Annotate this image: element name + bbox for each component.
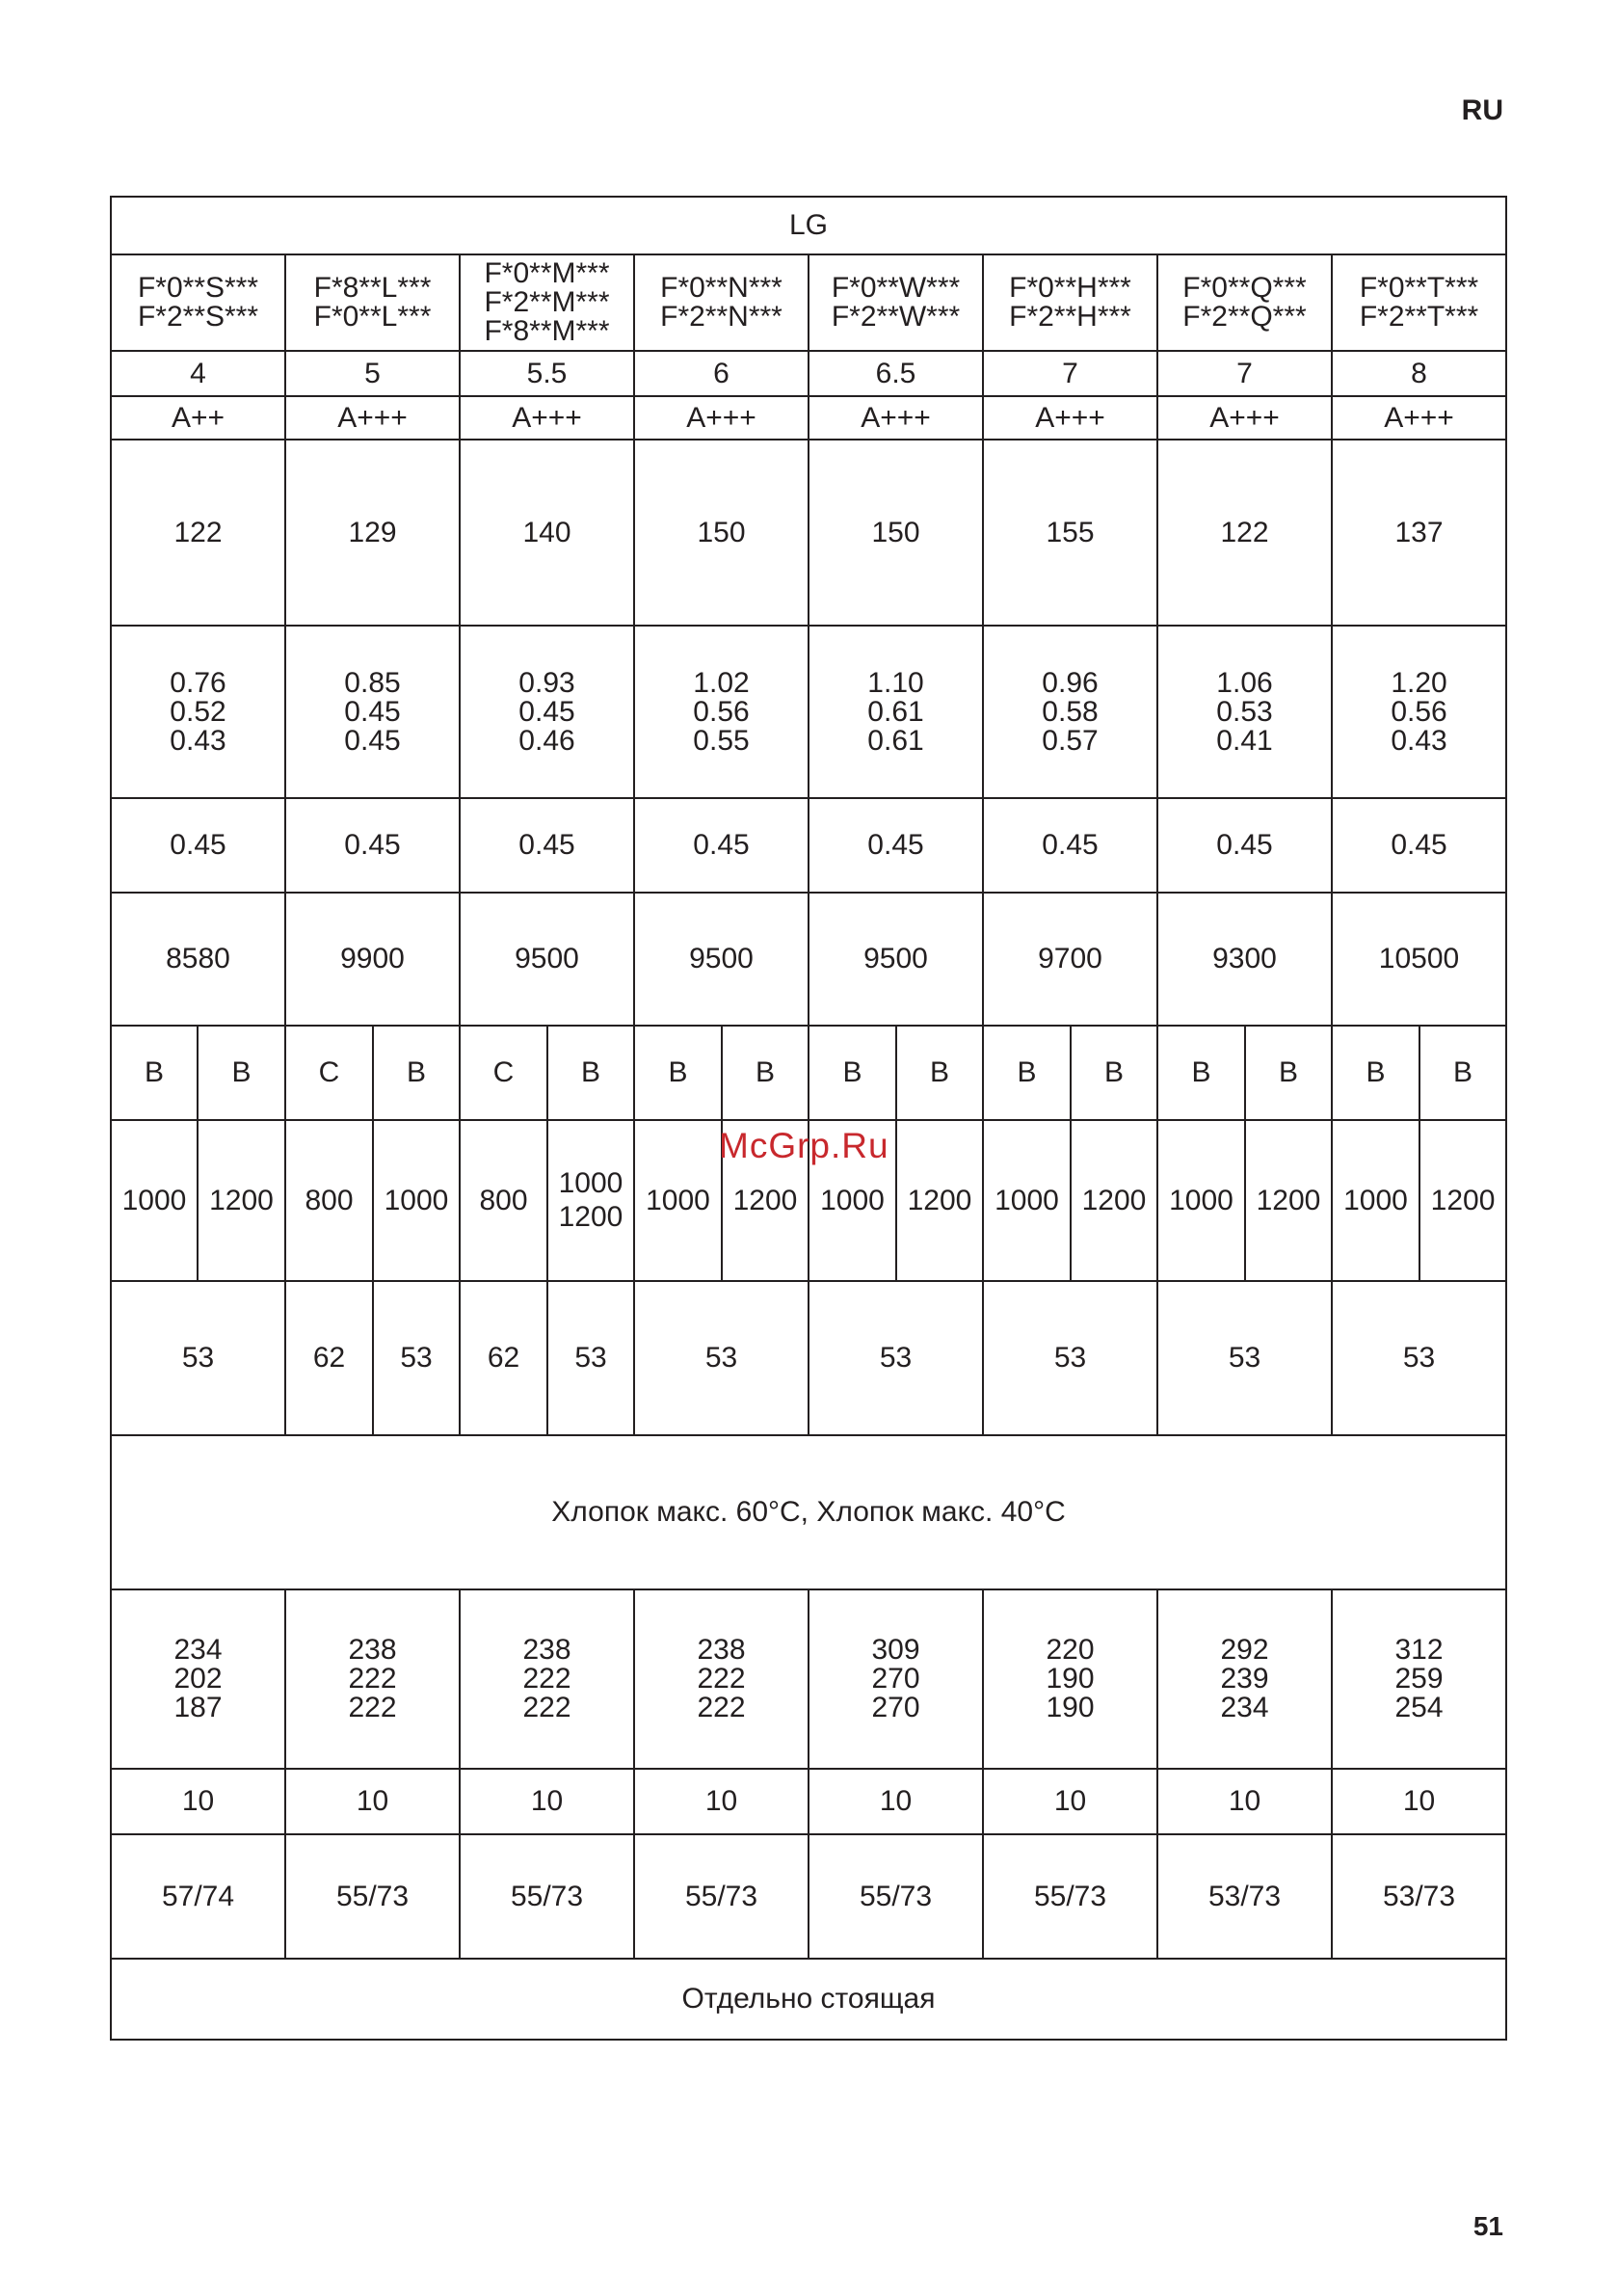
energy-per-cycle-cell: 1.10 0.61 0.61 — [809, 626, 983, 798]
spin-class-cell: C — [460, 1026, 547, 1120]
power-modes-row — [111, 798, 1506, 893]
spin-speed-cell: 800 — [285, 1120, 373, 1281]
model-cell: F*0**H*** F*2**H*** — [983, 254, 1157, 351]
energy-per-cycle-cell: 1.06 0.53 0.41 — [1157, 626, 1332, 798]
installation-cell: Отдельно стоящая — [111, 1959, 1506, 2040]
power-modes-cell: 0.45 — [634, 798, 809, 893]
power-modes-cell: 0.45 — [1332, 798, 1506, 893]
moisture-cell: 62 — [460, 1281, 547, 1435]
annual-water-cell: 9500 — [809, 893, 983, 1026]
spin-class-cell: B — [1332, 1026, 1419, 1120]
noise-row — [111, 1834, 1506, 1959]
annual-water-row — [111, 893, 1506, 1026]
capacity-cell: 7 — [1157, 351, 1332, 396]
moisture-cell: 62 — [285, 1281, 373, 1435]
annual-water-cell: 10500 — [1332, 893, 1506, 1026]
noise-cell: 53/73 — [1157, 1834, 1332, 1959]
spin-speed-cell: 1000 — [1157, 1120, 1245, 1281]
left-on-time-cell: 10 — [634, 1769, 809, 1834]
energy-per-cycle-cell: 1.20 0.56 0.43 — [1332, 626, 1506, 798]
specification-table — [110, 196, 1507, 2041]
spin-speed-cell: 1000 — [373, 1120, 460, 1281]
annual-energy-cell: 140 — [460, 440, 634, 626]
moisture-cell: 53 — [547, 1281, 634, 1435]
brand-cell: LG — [111, 197, 1506, 254]
annual-energy-row — [111, 440, 1506, 626]
spin-class-cell: B — [373, 1026, 460, 1120]
noise-cell: 55/73 — [634, 1834, 809, 1959]
left-on-time-row — [111, 1769, 1506, 1834]
moisture-cell: 53 — [1157, 1281, 1332, 1435]
programs-row — [111, 1435, 1506, 1589]
spin-class-cell: B — [1071, 1026, 1157, 1120]
energy-per-cycle-cell: 0.96 0.58 0.57 — [983, 626, 1157, 798]
annual-water-cell: 9900 — [285, 893, 460, 1026]
power-modes-cell: 0.45 — [809, 798, 983, 893]
annual-water-cell: 9500 — [460, 893, 634, 1026]
spin-speed-cell: 1200 — [896, 1120, 983, 1281]
spin-speed-cell: 1000 — [983, 1120, 1071, 1281]
capacity-cell: 6 — [634, 351, 809, 396]
installation-row — [111, 1959, 1506, 2040]
spin-class-cell: B — [1419, 1026, 1506, 1120]
moisture-cell: 53 — [1332, 1281, 1506, 1435]
noise-cell: 55/73 — [460, 1834, 634, 1959]
spin-class-cell: B — [198, 1026, 285, 1120]
model-cell: F*0**T*** F*2**T*** — [1332, 254, 1506, 351]
spin-class-cell: B — [634, 1026, 722, 1120]
program-time-cell: 234 202 187 — [111, 1589, 285, 1769]
program-time-cell: 312 259 254 — [1332, 1589, 1506, 1769]
spin-speed-cell: 1000 — [634, 1120, 722, 1281]
spin-speed-cell: 1200 — [1245, 1120, 1332, 1281]
annual-water-cell: 9500 — [634, 893, 809, 1026]
model-cell: F*0**Q*** F*2**Q*** — [1157, 254, 1332, 351]
moisture-cell: 53 — [809, 1281, 983, 1435]
moisture-cell: 53 — [983, 1281, 1157, 1435]
energy-class-row — [111, 396, 1506, 440]
capacity-row — [111, 351, 1506, 396]
spin-speed-cell: 1200 — [722, 1120, 809, 1281]
energy-class-cell: A+++ — [983, 396, 1157, 440]
page-number: 51 — [1472, 2211, 1503, 2241]
power-modes-cell: 0.45 — [1157, 798, 1332, 893]
capacity-cell: 6.5 — [809, 351, 983, 396]
watermark-text: McGrp.Ru — [719, 1126, 889, 1165]
spin-speed-cell: 1000 1200 — [547, 1120, 634, 1281]
energy-per-cycle-cell: 0.85 0.45 0.45 — [285, 626, 460, 798]
spin-speed-cell: 1000 — [809, 1120, 896, 1281]
noise-cell: 53/73 — [1332, 1834, 1506, 1959]
power-modes-cell: 0.45 — [111, 798, 285, 893]
noise-cell: 55/73 — [809, 1834, 983, 1959]
noise-cell: 55/73 — [983, 1834, 1157, 1959]
annual-energy-cell: 150 — [809, 440, 983, 626]
moisture-cell: 53 — [634, 1281, 809, 1435]
model-cell: F*8**L*** F*0**L*** — [285, 254, 460, 351]
energy-class-cell: A+++ — [634, 396, 809, 440]
left-on-time-cell: 10 — [460, 1769, 634, 1834]
model-cell: F*0**M*** F*2**M*** F*8**M*** — [460, 254, 634, 351]
program-time-cell: 292 239 234 — [1157, 1589, 1332, 1769]
power-modes-cell: 0.45 — [460, 798, 634, 893]
spin-class-cell: B — [722, 1026, 809, 1120]
annual-water-cell: 8580 — [111, 893, 285, 1026]
energy-per-cycle-row — [111, 626, 1506, 798]
language-code: RU — [1461, 94, 1503, 126]
power-modes-cell: 0.45 — [285, 798, 460, 893]
programs-cell: Хлопок макс. 60°С, Хлопок макс. 40°С — [111, 1435, 1506, 1589]
left-on-time-cell: 10 — [111, 1769, 285, 1834]
capacity-cell: 5 — [285, 351, 460, 396]
brand-row — [111, 197, 1506, 254]
program-time-cell: 238 222 222 — [634, 1589, 809, 1769]
energy-class-cell: A+++ — [1332, 396, 1506, 440]
spin-class-cell: B — [983, 1026, 1071, 1120]
annual-energy-cell: 122 — [1157, 440, 1332, 626]
spin-speed-cell: 1200 — [198, 1120, 285, 1281]
program-time-cell: 220 190 190 — [983, 1589, 1157, 1769]
spin-speed-cell: 800 — [460, 1120, 547, 1281]
spin-class-cell: B — [1245, 1026, 1332, 1120]
energy-per-cycle-cell: 0.93 0.45 0.46 — [460, 626, 634, 798]
energy-class-cell: A+++ — [809, 396, 983, 440]
model-cell: F*0**S*** F*2**S*** — [111, 254, 285, 351]
model-row — [111, 254, 1506, 351]
program-time-cell: 309 270 270 — [809, 1589, 983, 1769]
model-cell: F*0**W*** F*2**W*** — [809, 254, 983, 351]
annual-energy-cell: 150 — [634, 440, 809, 626]
energy-class-cell: A++ — [111, 396, 285, 440]
energy-per-cycle-cell: 1.02 0.56 0.55 — [634, 626, 809, 798]
annual-energy-cell: 137 — [1332, 440, 1506, 626]
spin-speed-cell: 1000 — [111, 1120, 198, 1281]
model-cell: F*0**N*** F*2**N*** — [634, 254, 809, 351]
capacity-cell: 4 — [111, 351, 285, 396]
capacity-cell: 8 — [1332, 351, 1506, 396]
energy-per-cycle-cell: 0.76 0.52 0.43 — [111, 626, 285, 798]
left-on-time-cell: 10 — [983, 1769, 1157, 1834]
left-on-time-cell: 10 — [1157, 1769, 1332, 1834]
program-time-cell: 238 222 222 — [460, 1589, 634, 1769]
spin-class-cell: B — [896, 1026, 983, 1120]
energy-class-cell: A+++ — [285, 396, 460, 440]
power-modes-cell: 0.45 — [983, 798, 1157, 893]
noise-cell: 57/74 — [111, 1834, 285, 1959]
annual-water-cell: 9700 — [983, 893, 1157, 1026]
spin-class-cell: B — [547, 1026, 634, 1120]
left-on-time-cell: 10 — [285, 1769, 460, 1834]
annual-energy-cell: 122 — [111, 440, 285, 626]
moisture-row — [111, 1281, 1506, 1435]
left-on-time-cell: 10 — [809, 1769, 983, 1834]
spin-speed-cell: 1000 — [1332, 1120, 1419, 1281]
program-time-cell: 238 222 222 — [285, 1589, 460, 1769]
energy-class-cell: A+++ — [460, 396, 634, 440]
energy-class-cell: A+++ — [1157, 396, 1332, 440]
capacity-cell: 7 — [983, 351, 1157, 396]
spin-class-cell: B — [111, 1026, 198, 1120]
capacity-cell: 5.5 — [460, 351, 634, 396]
left-on-time-cell: 10 — [1332, 1769, 1506, 1834]
spin-speed-cell: 1200 — [1071, 1120, 1157, 1281]
annual-energy-cell: 155 — [983, 440, 1157, 626]
noise-cell: 55/73 — [285, 1834, 460, 1959]
spin-speed-cell: 1200 — [1419, 1120, 1506, 1281]
spin-class-cell: B — [809, 1026, 896, 1120]
annual-energy-cell: 129 — [285, 440, 460, 626]
spin-class-row — [111, 1026, 1506, 1120]
spin-class-cell: C — [285, 1026, 373, 1120]
annual-water-cell: 9300 — [1157, 893, 1332, 1026]
moisture-cell: 53 — [111, 1281, 285, 1435]
moisture-cell: 53 — [373, 1281, 460, 1435]
program-time-row — [111, 1589, 1506, 1769]
spin-class-cell: B — [1157, 1026, 1245, 1120]
